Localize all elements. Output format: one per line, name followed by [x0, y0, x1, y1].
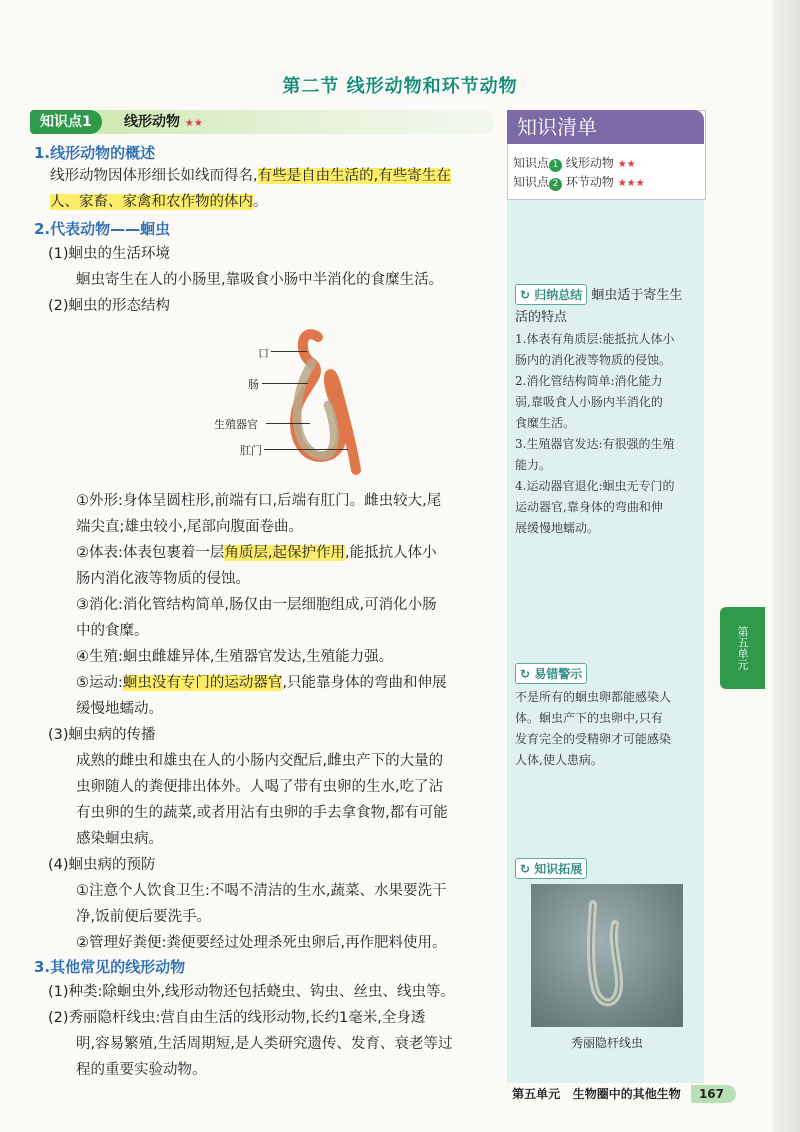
- page-footer: [512, 1085, 736, 1103]
- summary-line: 3.生殖器官发达:有很强的生殖: [515, 437, 675, 451]
- sub3-para: [76, 748, 502, 852]
- sub3-line: 感染蛔虫病。: [76, 831, 163, 847]
- star-rating: ★★: [184, 118, 203, 129]
- sub3-line: 成熟的雌虫和雄虫在人的小肠内交配后,雌虫产下的大量的: [76, 753, 444, 769]
- sub1: (1)蛔虫的生活环境: [48, 246, 171, 262]
- page-edge: [773, 0, 800, 1132]
- item-2-a2: ,能抵抗人体小: [345, 545, 437, 561]
- s3-para: [48, 979, 504, 1083]
- summary-tag-text: 归纳总结: [534, 288, 583, 302]
- extension-tag-text: 知识拓展: [534, 862, 583, 876]
- item-5-b: 缓慢地蠕动。: [76, 701, 163, 717]
- number-badge: 1: [549, 159, 562, 172]
- s1-highlight-b: 人、家畜、家禽和农作物的体内: [50, 194, 253, 210]
- summary-heading: [515, 284, 701, 305]
- leader-repro: [266, 423, 310, 424]
- sub1-text: 蛔虫寄生在人的小肠里,靠吸食小肠中半消化的食糜生活。: [76, 272, 444, 288]
- summary-line: 弱,靠吸食人小肠内半消化的: [515, 395, 663, 409]
- leader-mouth: [271, 351, 307, 352]
- summary-list: [515, 329, 705, 539]
- summary-line: 4.运动器官退化:蛔虫无专门的: [515, 479, 675, 493]
- item-3-b: 中的食糜。: [76, 623, 149, 639]
- item-4: ④生殖:蛔虫雌雄异体,生殖器官发达,生殖能力强。: [76, 649, 394, 665]
- s3-line: (1)种类:除蛔虫外,线形动物还包括蛲虫、钩虫、丝虫、线虫等。: [48, 984, 456, 1000]
- summary-line: 运动器官,靠身体的弯曲和伸: [515, 500, 663, 514]
- item-5-a1: ⑤运动:: [76, 675, 123, 691]
- summary-line: 展缓慢地蠕动。: [515, 521, 600, 535]
- star-rating: ★★: [617, 159, 636, 170]
- footer-unit: 第五单元: [512, 1087, 561, 1101]
- checklist-name: 环节动物: [565, 175, 614, 189]
- warning-heading: [515, 663, 587, 684]
- knowledge-name-text: 线形动物: [124, 114, 180, 130]
- summary-line: 能力。: [515, 458, 552, 472]
- label-repro: 生殖器官: [214, 418, 258, 431]
- s1-text-a: 线形动物因体形细长如线而得名,: [50, 168, 258, 184]
- leader-gut: [262, 383, 308, 384]
- item-2-a1: ②体表:体表包裹着一层: [76, 545, 225, 561]
- sub4: (4)蛔虫病的预防: [48, 857, 156, 873]
- summary-line: 食糜生活。: [515, 416, 576, 430]
- warning-line: 体。蛔虫产下的虫卵中,只有: [515, 711, 663, 725]
- warning-tag-text: 易错警示: [534, 667, 583, 681]
- heading-1: 1.线形动物的概述: [34, 144, 156, 162]
- item-3-a: ③消化:消化管结构简单,肠仅由一层细胞组成,可消化小肠: [76, 597, 437, 613]
- warning-list: [515, 687, 705, 771]
- knowledge-name: [124, 110, 203, 136]
- checklist-item-2: [513, 173, 645, 191]
- photo-caption: 秀丽隐杆线虫: [570, 1036, 643, 1050]
- sub3: (3)蛔虫病的传播: [48, 727, 156, 743]
- heading-2: 2.代表动物——蛔虫: [34, 220, 171, 238]
- summary-line: 肠内的消化液等物质的侵蚀。: [515, 353, 672, 367]
- item-3: [76, 592, 502, 644]
- unit-tab: 第五单元: [720, 607, 765, 689]
- sub4-para: [76, 878, 502, 956]
- warning-line: 人体,使人患病。: [515, 753, 603, 767]
- checklist-item-1: [513, 154, 636, 172]
- summary-title-b: 活的特点: [515, 310, 568, 325]
- extension-tag: ↻ 知识拓展: [515, 858, 587, 879]
- s3-line: (2)秀丽隐杆线虫:营自由生活的线形动物,长约1毫米,全身透: [48, 1010, 426, 1026]
- summary-line: 1.体表有角质层:能抵抗人体小: [515, 332, 675, 346]
- sub4-line: 净,饭前便后要洗手。: [76, 909, 212, 925]
- checklist-label: 知识点: [513, 156, 550, 170]
- footer-chapter: 生物圈中的其他生物: [572, 1087, 681, 1101]
- item-5-a2: ,只能靠身体的弯曲和伸展: [282, 675, 447, 691]
- roundworm-diagram: [270, 325, 380, 475]
- label-gut: 肠: [248, 378, 259, 391]
- extension-heading: [515, 858, 587, 879]
- item-1-a: ①外形:身体呈圆柱形,前端有口,后端有肛门。雌虫较大,尾: [76, 493, 442, 509]
- summary-title-a: 蛔虫适于寄生生: [591, 288, 683, 303]
- item-5-highlight: 蛔虫没有专门的运动器官: [122, 675, 283, 691]
- checklist-name: 线形动物: [565, 156, 614, 170]
- nematode-photo: [531, 884, 683, 1027]
- sub2: (2)蛔虫的形态结构: [48, 298, 171, 314]
- s1-text-b: 。: [253, 194, 268, 210]
- item-2: [76, 540, 502, 592]
- item-2-b: 肠内消化液等物质的侵蚀。: [76, 571, 250, 587]
- star-rating: ★★★: [617, 178, 645, 189]
- s3-line: 明,容易繁殖,生活周期短,是人类研究遗传、发育、衰老等过: [76, 1036, 453, 1052]
- item-2-highlight: 角质层,起保护作用: [224, 545, 345, 561]
- s1-para: [50, 163, 500, 215]
- s1-highlight-a: 有些是自由生活的,有些寄生在: [257, 168, 451, 184]
- warning-line: 不是所有的蛔虫卵都能感染人: [515, 690, 672, 704]
- item-1: [76, 488, 502, 540]
- section-title: 第二节 线形动物和环节动物: [282, 76, 518, 97]
- summary-line: 2.消化管结构简单:消化能力: [515, 374, 663, 388]
- s3-line: 程的重要实验动物。: [76, 1062, 207, 1078]
- sub3-line: 虫卵随人的粪便排出体外。人喝了带有虫卵的生水,吃了沾: [76, 779, 444, 795]
- sub4-line: ②管理好粪便:粪便要经过处理杀死虫卵后,再作肥料使用。: [76, 935, 447, 951]
- checklist-label: 知识点: [513, 175, 550, 189]
- number-badge: 2: [549, 178, 562, 191]
- checklist-title: 知识清单: [507, 110, 704, 144]
- heading-3: 3.其他常见的线形动物: [34, 958, 186, 976]
- item-1-b: 端尖直;雄虫较小,尾部向腹面卷曲。: [76, 519, 303, 535]
- summary-tag: ↻ 归纳总结: [515, 284, 587, 305]
- label-anus: 肛门: [240, 444, 262, 457]
- item-5: [76, 670, 502, 722]
- page-number: 167: [691, 1085, 736, 1103]
- label-mouth: 口: [258, 347, 269, 360]
- warning-tag: ↻ 易错警示: [515, 663, 587, 684]
- sub3-line: 有虫卵的生的蔬菜,或者用沾有虫卵的手去拿食物,都有可能: [76, 805, 448, 821]
- warning-line: 发育完全的受精卵才可能感染: [515, 732, 672, 746]
- nematode-photo-drawing: [531, 884, 683, 1027]
- leader-anus: [264, 449, 348, 450]
- sub4-line: ①注意个人饮食卫生:不喝不清洁的生水,蔬菜、水果要洗干: [76, 883, 447, 899]
- knowledge-badge: 知识点1: [30, 110, 102, 134]
